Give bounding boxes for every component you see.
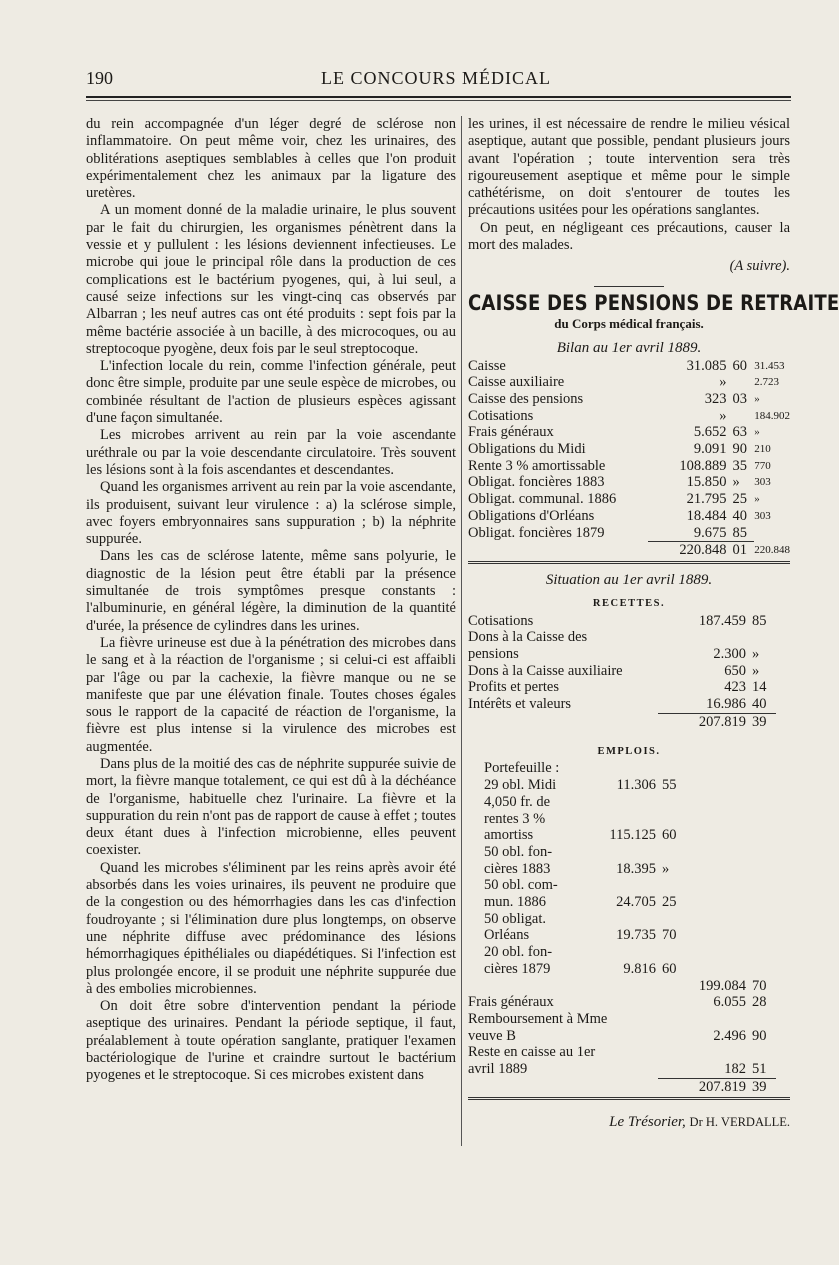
portefeuille-row (484, 877, 692, 894)
row-value (658, 629, 752, 646)
row-label: Obligat. communal. 1886 (468, 491, 617, 508)
table-row (468, 458, 790, 475)
total-row (468, 713, 776, 730)
row-cents: 85 (752, 612, 767, 629)
row-value: 115.125 (609, 827, 656, 844)
row-cents (732, 408, 754, 425)
row-label: Remboursement à Mme (468, 1010, 608, 1027)
portefeuille-row (484, 927, 692, 944)
row-value: 16.986 (706, 696, 746, 713)
portefeuille-row (484, 894, 692, 911)
row-label: Intérêts et valeurs (468, 696, 572, 713)
row-cents: 60 (662, 827, 677, 844)
row-value: 423 (724, 679, 746, 696)
emplois-table (468, 978, 776, 1096)
row-value: 11.306 (616, 777, 656, 794)
row-cents (662, 944, 692, 961)
row-edge-value: 303 (754, 509, 771, 522)
row-value (584, 877, 662, 894)
row-value: 5.652 (693, 424, 727, 441)
row-value: 9.675 (693, 524, 727, 541)
portefeuille-row (484, 911, 692, 928)
row-label: avril 1889 (468, 1061, 528, 1078)
row-cents: 03 (732, 390, 747, 407)
table-row (468, 424, 790, 441)
row-value: 31.085 (686, 357, 727, 374)
row-label: Dons à la Caisse des (468, 629, 588, 646)
table-row (468, 474, 790, 491)
bilan-caption: Bilan au 1er avril 1889. (556, 340, 702, 357)
total-cents: 39 (752, 713, 776, 730)
row-edge-value: 210 (754, 443, 771, 456)
table-row (468, 408, 790, 425)
paragraph: du rein accompagnée d'un léger degré de sclérose non inflammatoire. On peut même voir, chez les urinaires, des oblitérations aseptiques semblables à celles que l'on produit expérimentalement chez les animaux par la ligature des uretères. (86, 116, 456, 202)
row-label: Caisse (468, 357, 506, 374)
header-rule-thin (86, 100, 791, 101)
paragraph: Quand les microbes s'éliminent par les reins après avoir été absorbés dans les voies urinaires, ils peuvent ne produire que de la congestion ou des hémorrhagies dans les cas d'infection foudroyante ; si l'élimination dure plus longtemps, on observe une néphrite diffuse avec prédominance des lésions hémorrhagiques épithéliales ou diapédétiques. Si l'infection est plus prolongée encore, il se produit une néphrite suppurée due à des embolies microbiennes. (86, 859, 456, 997)
treasurer-signature (468, 1114, 790, 1131)
table-row (468, 374, 790, 391)
table-row (468, 696, 776, 713)
row-label: Obligat. foncières 1879 (468, 524, 605, 541)
row-cents: 25 (662, 894, 677, 911)
row-label: Obligations d'Orléans (468, 507, 595, 524)
row-cents (662, 877, 692, 894)
row-value: 199.084 (698, 977, 746, 994)
table-row (468, 1061, 776, 1078)
row-value: 15.850 (686, 474, 727, 491)
row-value: 9.816 (623, 960, 656, 977)
row-value: » (719, 407, 727, 424)
row-cents (752, 629, 776, 646)
row-label: Cotisations (468, 407, 534, 424)
treasurer-label: Le Trésorier, (609, 1114, 686, 1131)
row-cents: 25 (732, 491, 747, 508)
total-row (468, 542, 790, 559)
row-value: 24.705 (616, 894, 656, 911)
row-value: 21.795 (686, 491, 727, 508)
total-value: 207.819 (658, 713, 752, 730)
row-value: 9.091 (693, 441, 727, 458)
caisse-subtitle: du Corps médical français. (554, 315, 704, 331)
portefeuille-label: Portefeuille : (484, 759, 560, 776)
table-row (468, 1044, 776, 1061)
total-value: 207.819 (658, 1078, 752, 1095)
row-cents: 70 (662, 927, 677, 944)
paragraph: A un moment donné de la maladie urinaire, le plus souvent par le fait du chirurgien, les organismes pénètrent dans la vessie et y pullulent : les lésions deviennent infectieuses. Le microbe qui joue le principal rôle dans la production de ces complications est le bactérium pyogenes, qui, à lui seul, a causé seize infections sur les vingt-cinq cas observés par Albarran ; les neuf autres cas ont été produits : sept fois par la même bactérie associée à un bacille, à des microcoques, ou au streptocoque pyogène, deux fois par le seul streptocoque. (86, 202, 456, 357)
table-row (468, 646, 776, 663)
row-value (658, 1044, 752, 1061)
table-row (468, 978, 776, 995)
row-cents: 90 (732, 441, 747, 458)
row-value: 2.300 (713, 646, 746, 662)
row-label: Dons à la Caisse auxiliaire (468, 662, 623, 679)
row-label (468, 978, 658, 995)
row-label: 50 obl. fon- (484, 843, 553, 860)
row-label: pensions (468, 646, 519, 662)
row-value (658, 1011, 752, 1028)
row-value (584, 844, 662, 861)
row-cents (662, 911, 692, 928)
paragraph: Les microbes arrivent au rein par la voie ascendante uréthrale ou par la voie descendante circulatoire. Très souvent les lésions sont à la fois ascendantes et descendantes. (86, 427, 456, 478)
row-label: Frais généraux (468, 994, 554, 1011)
portefeuille-row (484, 944, 692, 961)
row-edge-value: » (754, 426, 760, 439)
table-row (468, 1028, 776, 1045)
double-rule (468, 1097, 790, 1100)
row-label: 4,050 fr. de (484, 793, 551, 810)
total-row (468, 1078, 776, 1095)
row-value: » (719, 374, 727, 391)
row-value: 6.055 (713, 994, 746, 1011)
a-suivre: (A suivre). (729, 258, 790, 275)
row-label: Reste en caisse au 1er (468, 1044, 596, 1061)
row-label: amortiss (484, 827, 534, 844)
row-cents (662, 811, 692, 828)
row-label: Rente 3 % amortissable (468, 457, 606, 474)
total-value: 220.848 (648, 542, 732, 559)
header-rule (86, 96, 791, 98)
portefeuille-row (484, 827, 692, 844)
row-label: Caisse auxiliaire (468, 374, 565, 391)
row-cents: 35 (732, 457, 747, 474)
row-cents (752, 1044, 776, 1061)
bilan-table (468, 358, 790, 559)
row-value: 182 (724, 1061, 746, 1078)
portefeuille-row (484, 794, 692, 811)
row-edge-value (754, 525, 790, 542)
paragraph: les urines, il est nécessaire de rendre le milieu vésical aseptique, autant que possible, pendant plusieurs jours avant l'opération ; toute intervention sera très rigoureusement aseptique et même pour le simple cathétérisme, on doit s'entourer de toutes les précautions usitées pour les opérations sanglantes. (468, 116, 790, 219)
row-label: 29 obl. Midi (484, 777, 557, 794)
paragraph: On doit être sobre d'intervention pendant la période aseptique des urinaires. Pendant la période septique, il faut, préalablement à toute opération sanglante, pratiquer l'examen bactériologique de l'urine et craindre surtout le bactérium pyogenes et le streptocoque. Si ces microbes existent dans (86, 998, 456, 1084)
row-label: 50 obl. com- (484, 877, 558, 894)
row-cents (662, 794, 692, 811)
row-edge-value: 770 (754, 459, 771, 472)
total-label-spacer (468, 713, 658, 730)
row-label: veuve B (468, 1027, 516, 1044)
row-cents (752, 1011, 776, 1028)
row-cents: 85 (732, 524, 747, 541)
row-label: cières 1883 (484, 860, 551, 877)
row-cents: 40 (752, 696, 767, 713)
left-column (86, 116, 456, 1085)
row-cents: 28 (752, 994, 767, 1011)
row-edge-value: » (754, 493, 760, 506)
row-value: 323 (704, 390, 727, 407)
emplois-heading: EMPLOIS. (597, 745, 661, 757)
row-edge-value: » (754, 392, 760, 405)
row-cents: 63 (732, 424, 747, 441)
row-edge-value: 31.453 (754, 359, 785, 372)
row-value: 108.889 (679, 457, 727, 474)
row-cents: 14 (752, 679, 767, 696)
row-value (584, 811, 662, 828)
row-label: Caisse des pensions (468, 390, 584, 407)
row-label: cières 1879 (484, 960, 551, 977)
portefeuille-row (484, 861, 692, 878)
total-label-spacer (468, 542, 648, 559)
paragraph: La fièvre urineuse est due à la pénétration des microbes dans le sang et à la réaction de l'organisme ; si celui-ci est affaibli par l'âge ou par la cachexie, la fièvre manque ou ne se manifeste que par une élévation finale. Toutes choses égales sous le rapport de la capacité de réaction de l'organisme, la fièvre est plus intense si la virulence des microbes est augmentée. (86, 634, 456, 755)
row-value: 18.484 (686, 507, 727, 524)
total-cents: 01 (732, 542, 754, 559)
row-label: Cotisations (468, 612, 534, 629)
row-cents: » (662, 860, 670, 877)
table-row (468, 491, 790, 508)
paragraph: Dans les cas de sclérose latente, même sans polyurie, le diagnostic de la lésion peut être établi par la présence simultanée de trois symptômes presque constants : l'albuminurie, en général légère, la diminution de la quantité d'urée, la présence de cylindres dans les urines. (86, 548, 456, 634)
paragraph: On peut, en négligeant ces précautions, causer la mort des malades. (468, 219, 790, 254)
row-label: 20 obl. fon- (484, 944, 553, 961)
table-row (468, 441, 790, 458)
row-cents: » (752, 662, 760, 679)
page-number: 190 (86, 68, 113, 88)
table-row (468, 525, 790, 542)
row-value: 18.395 (616, 860, 656, 877)
row-label: Obligations du Midi (468, 441, 586, 458)
table-row (468, 358, 790, 375)
row-label: Orléans (484, 927, 530, 944)
total-label-spacer (468, 1078, 658, 1095)
row-value (584, 794, 662, 811)
row-cents: » (732, 474, 740, 491)
row-value: 187.459 (698, 612, 746, 629)
row-cents (732, 374, 754, 391)
row-cents: 40 (732, 507, 747, 524)
row-cents: 51 (752, 1061, 767, 1078)
row-cents: 60 (662, 960, 677, 977)
row-edge-value: 303 (754, 476, 771, 489)
row-value: 650 (724, 662, 746, 679)
row-label: Obligat. foncières 1883 (468, 474, 605, 491)
row-value (584, 911, 662, 928)
row-cents: 90 (752, 1027, 767, 1044)
table-row (468, 663, 776, 680)
paragraph: L'infection locale du rein, comme l'infection générale, peut donc être simple, produite par une seule espèce de microbes, ou combinée résultant de l'action de plusieurs espèces agissant d'une façon simultanée. (86, 358, 456, 427)
row-label: 50 obligat. (484, 910, 547, 927)
portefeuille-row (484, 811, 692, 828)
table-row (468, 508, 790, 525)
row-value (584, 944, 662, 961)
row-value: 2.496 (713, 1027, 746, 1044)
treasurer-name: Dr H. VERDALLE. (689, 1115, 790, 1130)
portefeuille-row (484, 844, 692, 861)
row-cents: 55 (662, 777, 677, 794)
table-row (468, 1011, 776, 1028)
row-label: rentes 3 % (484, 810, 546, 827)
portefeuille-row (484, 961, 692, 978)
row-cents (662, 844, 692, 861)
page-header (86, 68, 786, 94)
portefeuille-table (484, 777, 692, 977)
paragraph: Dans plus de la moitié des cas de néphrite suppurée suivie de mort, la fièvre manque totalement, ce qui est dû à la déchéance de l'organisme, habituelle chez l'urinaire. La fièvre et la suppuration du rein n'ont pas de rapport de cause à effet ; toutes deux étant dues à l'infection microbienne, elles peuvent coexister. (86, 755, 456, 859)
paragraph: Quand les organismes arrivent au rein par la voie ascendante, ils produisent, suivant leur virulence : a) la sclérose simple, avec foyers embryonnaires sans suppuration ; b) la néphrite suppurée. (86, 479, 456, 548)
row-cents: 70 (752, 977, 767, 994)
column-divider (461, 116, 462, 1146)
running-title: LE CONCOURS MÉDICAL (320, 68, 551, 88)
row-edge-value: 184.902 (754, 409, 790, 422)
table-row (468, 613, 776, 630)
recettes-heading: RECETTES. (592, 598, 666, 610)
table-row (468, 994, 776, 1011)
portefeuille-row (484, 777, 692, 794)
row-cents: » (752, 646, 760, 662)
right-column (468, 116, 839, 1132)
section-rule (594, 286, 664, 287)
row-edge-value: 2.723 (754, 376, 779, 389)
double-rule (468, 561, 790, 564)
row-label: Frais généraux (468, 424, 554, 441)
recettes-table (468, 613, 776, 731)
row-label: mun. 1886 (484, 894, 547, 911)
situation-caption: Situation au 1er avril 1889. (545, 572, 713, 588)
table-row (468, 629, 776, 646)
row-label: Profits et pertes (468, 679, 560, 696)
table-row (468, 391, 790, 408)
total-cents: 39 (752, 1078, 776, 1095)
total-edge-value: 220.848 (754, 543, 790, 556)
caisse-title: CAISSE DES PENSIONS DE RETRAITE (468, 290, 839, 315)
row-cents: 60 (732, 357, 747, 374)
table-row (468, 679, 776, 696)
row-value: 19.735 (616, 927, 656, 944)
